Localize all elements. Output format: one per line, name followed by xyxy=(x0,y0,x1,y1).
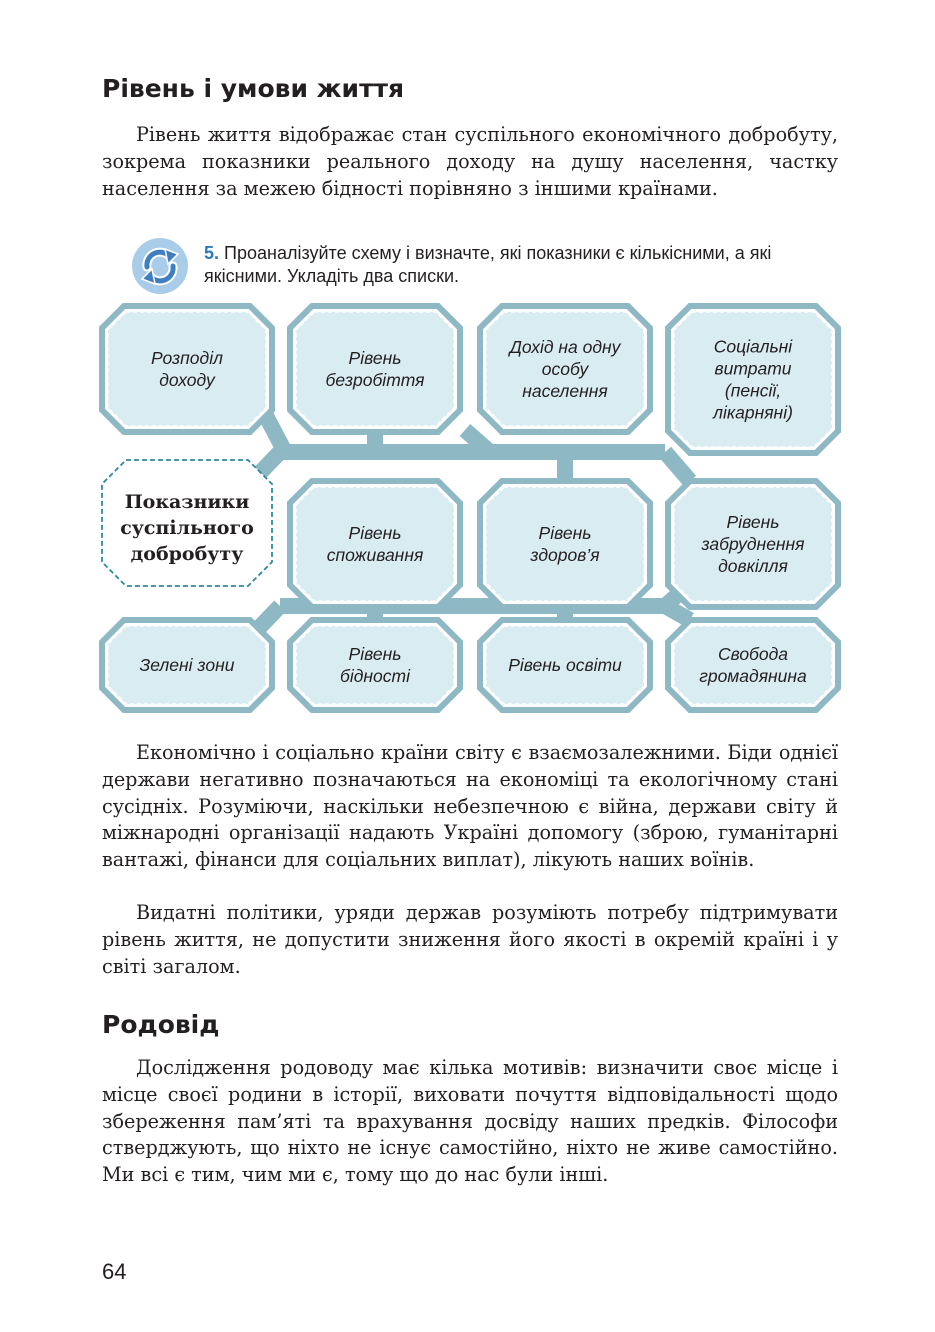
paragraph-genealogy xyxy=(102,1055,838,1189)
indicator-node xyxy=(102,306,272,432)
indicator-node xyxy=(480,481,650,607)
paragraph-text: Рівень життя відображає стан суспільного економічного добробуту, зокрема показники реального доходу на душу населення, частку населення за межею бідності порівняно з іншими країнами. xyxy=(102,123,838,200)
indicator-node xyxy=(290,306,460,432)
node-label-line: Свобода xyxy=(717,644,789,664)
center-node xyxy=(102,460,272,586)
indicator-node xyxy=(668,306,838,453)
indicator-node xyxy=(290,620,460,710)
section-heading-living-standard: Рівень і умови життя xyxy=(102,74,405,103)
node-inner xyxy=(296,312,454,426)
paragraph-interdependence xyxy=(102,740,838,874)
indicator-node xyxy=(480,306,650,432)
node-label-line: Рівень освіти xyxy=(508,655,622,675)
node-inner xyxy=(674,312,832,447)
node-label-line: Рівень xyxy=(348,644,402,664)
node-inner xyxy=(674,626,832,704)
node-label-line: Розподіл xyxy=(151,348,223,368)
node-label-line: забруднення xyxy=(701,534,805,554)
indicator-node xyxy=(668,481,838,607)
node-label-line: особу xyxy=(541,359,589,379)
node-label-line: Рівень xyxy=(348,523,402,543)
task-number: 5. xyxy=(204,243,220,263)
paragraph-text: Економічно і соціально країни світу є взаємозалежними. Біди однієї держави негативно позначаються на економіці та екологічному стані сусідніх. Розуміючи, наскільки небезпечною є війна, держави світу й міжнародні організації надають Україні допомогу (зброю, гуманітарні вантажі, фінанси для соціальних виплат), лікують наших воїнів. xyxy=(102,741,838,872)
node-label-line: довкілля xyxy=(718,556,788,576)
node-label-line: населення xyxy=(522,381,608,401)
connector-line xyxy=(665,452,690,481)
node-label-line: Соціальні xyxy=(713,336,793,357)
node-label-line: Зелені зони xyxy=(139,655,235,675)
node-label-line: лікарняні) xyxy=(713,402,793,423)
node-label-line: Рівень xyxy=(538,523,592,543)
node-inner xyxy=(296,626,454,704)
node-inner xyxy=(486,487,644,601)
node-inner xyxy=(296,487,454,601)
node-label-line: витрати xyxy=(714,358,792,379)
task-text: Проаналізуйте схему і визначте, які показники є кількісними, а які якісними. Укладіть два списки. xyxy=(204,243,772,286)
paragraph-text: Видатні політики, уряди держав розуміють потребу підтримувати рівень життя, не допустити зниження його якості в окремій країні і у світі загалом. xyxy=(102,901,838,978)
node-label-line: безробіття xyxy=(325,370,425,390)
indicator-node xyxy=(290,481,460,607)
node-label-line: Дохід на одну xyxy=(509,337,621,357)
node-label-line: бідності xyxy=(340,666,410,686)
node-label-line: громадянина xyxy=(699,666,807,686)
paragraph-politicians xyxy=(102,900,838,980)
section-heading-genealogy: Родовід xyxy=(102,1010,220,1039)
center-label-line: суспільного xyxy=(120,517,254,539)
indicator-node xyxy=(668,620,838,710)
indicator-node xyxy=(102,620,272,710)
node-label-line: (пенсії, xyxy=(724,380,782,401)
paragraph-text: Дослідження родоводу має кілька мотивів: визначити своє місце і місце своєї родини в історії, виховати почуття відповідальності щодо збереження пам’яті та врахування досвіду наших предків. Філософи стверджують, що ніхто не існує самостійно, ніхто не живе самостійно. Ми всі є тим, чим ми є, тому що до нас були інші. xyxy=(102,1056,838,1187)
indicator-node xyxy=(480,620,650,710)
node-label-line: споживання xyxy=(326,545,424,565)
node-label-line: здоров’я xyxy=(530,545,600,565)
node-label-line: Рівень xyxy=(726,512,780,532)
center-label-line: добробуту xyxy=(130,543,244,565)
node-label-line: Рівень xyxy=(348,348,402,368)
node-label-line: доходу xyxy=(159,370,215,390)
node-inner xyxy=(108,312,266,426)
center-label-line: Показники xyxy=(124,491,250,513)
page-number: 64 xyxy=(102,1259,127,1284)
